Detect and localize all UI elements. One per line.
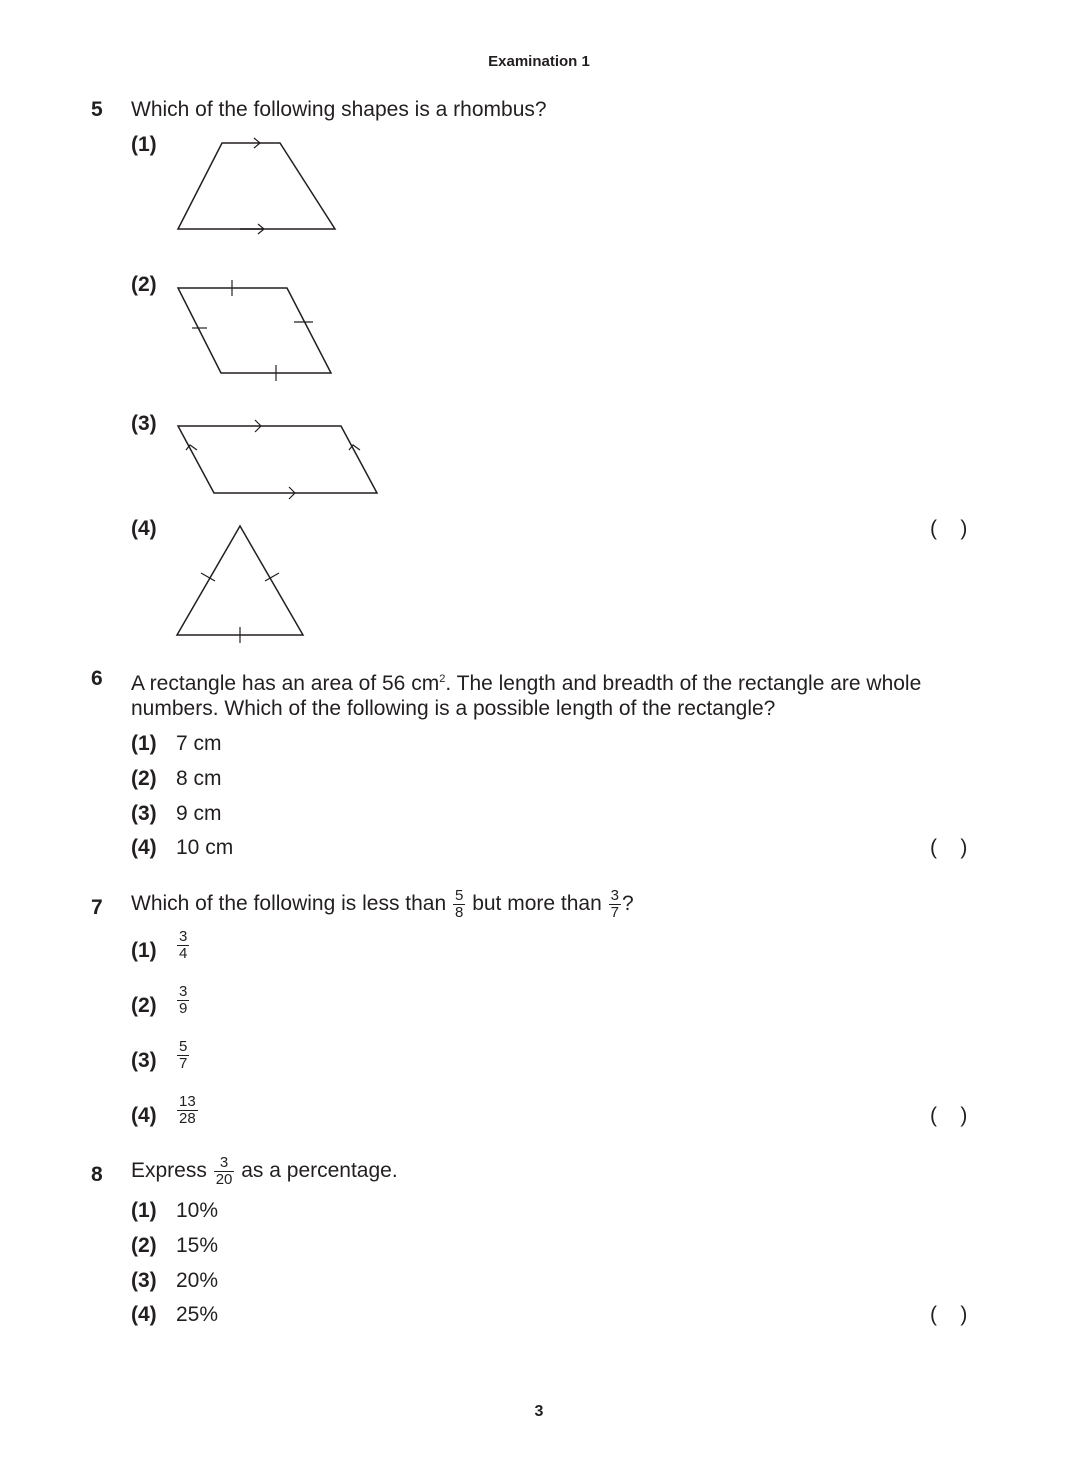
question-text: A rectangle has an area of 56 $cm^2$. The length and breadth of the rectangle are whole — [131, 672, 922, 695]
answer-bracket[interactable]: ( ) — [930, 517, 968, 540]
option-value: 15% — [176, 1234, 219, 1257]
option-label[interactable]: (1) — [131, 1199, 157, 1222]
question-text: Which of the following is less than $\frac{5}{8}$ but more than $\frac{3}{7}$ ? — [131, 887, 634, 921]
option-label[interactable]: (1) — [131, 939, 157, 962]
option-label[interactable]: (1) — [131, 732, 157, 755]
answer-bracket[interactable]: ( ) — [930, 1303, 968, 1326]
question-text-continued: numbers. Which of the following is a possible length of the rectangle? — [131, 697, 776, 720]
option-label[interactable]: (4) — [131, 836, 157, 859]
question-text: Express $\frac{3}{20}$ as a percentage. — [131, 1154, 398, 1188]
option-label[interactable]: (4) — [131, 517, 157, 540]
option-value: 25% — [176, 1303, 219, 1326]
fraction: $\frac{3}{7}$ — [610, 887, 619, 921]
option-value: 8 cm — [176, 767, 222, 790]
option-value: 20% — [176, 1269, 219, 1292]
option-label[interactable]: (3) — [131, 1049, 157, 1072]
option-label[interactable]: (1) — [131, 133, 157, 156]
option-label[interactable]: (2) — [131, 994, 157, 1017]
option-label[interactable]: (4) — [131, 1104, 157, 1127]
option-fraction: $\frac{3}{4}$ — [179, 928, 188, 962]
page-header: Examination 1 — [488, 53, 590, 70]
option-label[interactable]: (3) — [131, 1269, 157, 1292]
page-number: 3 — [534, 1403, 544, 1420]
answer-bracket[interactable]: ( ) — [930, 836, 968, 859]
option-label[interactable]: (2) — [131, 1234, 157, 1257]
option-label[interactable]: (4) — [131, 1303, 157, 1326]
option-label[interactable]: (2) — [131, 767, 157, 790]
trapezium-shape — [170, 135, 345, 235]
option-value: 9 cm — [176, 802, 222, 825]
question-text: Which of the following shapes is a rhombus? — [131, 98, 547, 121]
option-label[interactable]: (3) — [131, 412, 157, 435]
option-fraction: $\frac{5}{7}$ — [179, 1038, 188, 1072]
parallelogram-parallel-sides-shape — [170, 415, 385, 500]
question-number: 8 — [91, 1163, 103, 1186]
answer-bracket[interactable]: ( ) — [930, 1104, 968, 1127]
fraction: $\frac{5}{8}$ — [455, 887, 464, 921]
question-number: 7 — [91, 896, 103, 919]
option-fraction: $\frac{3}{9}$ — [179, 983, 188, 1017]
fraction: $\frac{3}{20}$ — [215, 1154, 233, 1188]
option-label[interactable]: (2) — [131, 273, 157, 296]
equilateral-triangle-shape — [170, 518, 310, 644]
option-label[interactable]: (3) — [131, 802, 157, 825]
parallelogram-equal-sides-shape — [170, 275, 345, 385]
option-value: 7 cm — [176, 732, 222, 755]
option-value: 10% — [176, 1199, 219, 1222]
option-fraction: $\frac{13}{28}$ — [179, 1093, 196, 1127]
option-value: 10 cm — [176, 836, 234, 859]
question-number: 5 — [91, 98, 103, 121]
question-number: 6 — [91, 667, 103, 690]
